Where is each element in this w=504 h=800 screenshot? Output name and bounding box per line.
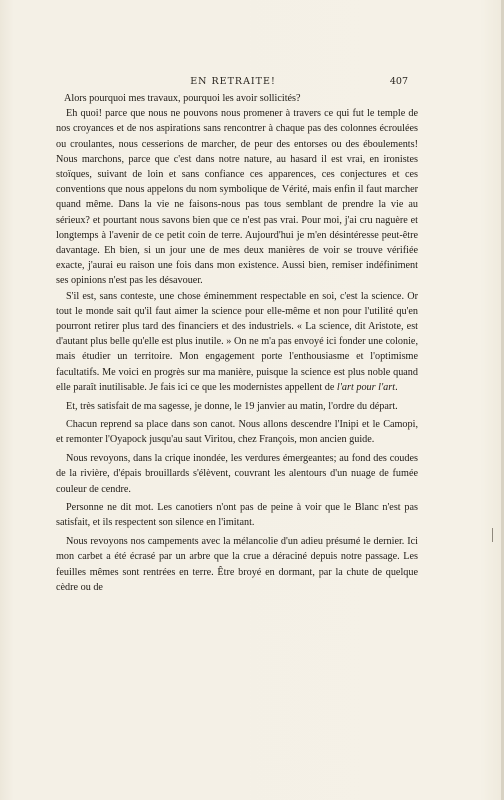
paragraph: Nous revoyons nos campements avec la mélancolie d'un adieu présumé le dernier. Ici mon carbet a été écrasé par un arbre que la crue a déraciné depuis notre passage. Les feuilles mêmes sont rentrées en terre. Être broyé en dormant, par la chute de quelque cèdre ou de xyxy=(56,536,418,593)
paragraph: Et, très satisfait de ma sagesse, je donne, le 19 janvier au matin, l'ordre du départ. xyxy=(66,400,398,412)
paragraph: Eh quoi! parce que nous ne pouvons nous promener à travers ce qui fut le temple de nos croyances et de nos aspirations sans rencontrer à chaque pas des colonnes écroulées ou croulantes, nous cesserions de marcher, de peur des entorses ou des éboulements! Nous marchons, parce que c'est dans notre nature, au hasard il est vrai, en ironistes stoïques, suivant de loin et sans confiance ces apparences, ces conjectures et ces conventions que nous appelons du nom symbolique de Vérité, mais enfin il faut marcher quand même. Dans la vie ne faisons-nous pas tous semblant de prendre la vie au sérieux? et pourtant nous savons bien que ce n'est pas vrai. Pour moi, j'ai cru naguère et longtemps à l'avenir de ce petit coin de terre. Aujourd'hui je m'en désintéresse peut-être davantage. Eh bien, si un jour une de mes deux manières de voir se trouve vérifiée exacte, j'aurai eu raison une fois dans mon existence. Aussi bien, remiser indéfiniment ses opinions n'est pas les désavouer. xyxy=(56,108,418,287)
paragraph-end: . xyxy=(395,381,398,393)
margin-mark xyxy=(490,528,493,542)
body-text xyxy=(56,91,418,595)
paragraph xyxy=(56,289,418,395)
paragraph: Nous revoyons, dans la crique inondée, les verdures émergeantes; au fond des coudes de la rivière, d'épais brouillards s'élèvent, couvrant les alentours d'un nuage de fumée couleur de cendre. xyxy=(56,453,418,495)
page-header xyxy=(58,76,408,90)
paragraph: Alors pourquoi mes travaux, pourquoi les avoir sollicités? xyxy=(64,93,301,104)
paragraph: Chacun reprend sa place dans son canot. Nous allons descendre l'Inipi et le Camopi, et remonter l'Oyapock jusqu'au saut Viritou, chez François, mon ancien guide. xyxy=(56,419,418,446)
italic-phrase: l'art pour l'art xyxy=(336,381,396,393)
page-number: 407 xyxy=(389,76,408,87)
paragraph-text: S'il est, sans conteste, une chose éminemment respectable en soi, c'est la science. Or tout le monde sait qu'il faut aimer la science pour elle-même et non pour l'utilité qu'en pourront retirer plus tard des financiers et des industriels. « La science, dit Aristote, est d'autant plus belle qu'elle est plus inutile. » On ne m'a pas envoyé ici fonder une colonie, mais étudier un territoire. Mon engagement porte l'enthousiasme et l'optimisme facultatifs. Me voici en progrès sur ma manière, puisque la science est plus noble quand elle paraît inutilisable. Je fais ici ce que les modernistes appellent de xyxy=(56,290,418,393)
paragraph: Personne ne dit mot. Les canotiers n'ont pas de peine à voir que le Blanc n'est pas satisfait, et ils respectent son silence en l'imitant. xyxy=(56,502,418,529)
running-title: EN RETRAITE! xyxy=(190,76,276,87)
